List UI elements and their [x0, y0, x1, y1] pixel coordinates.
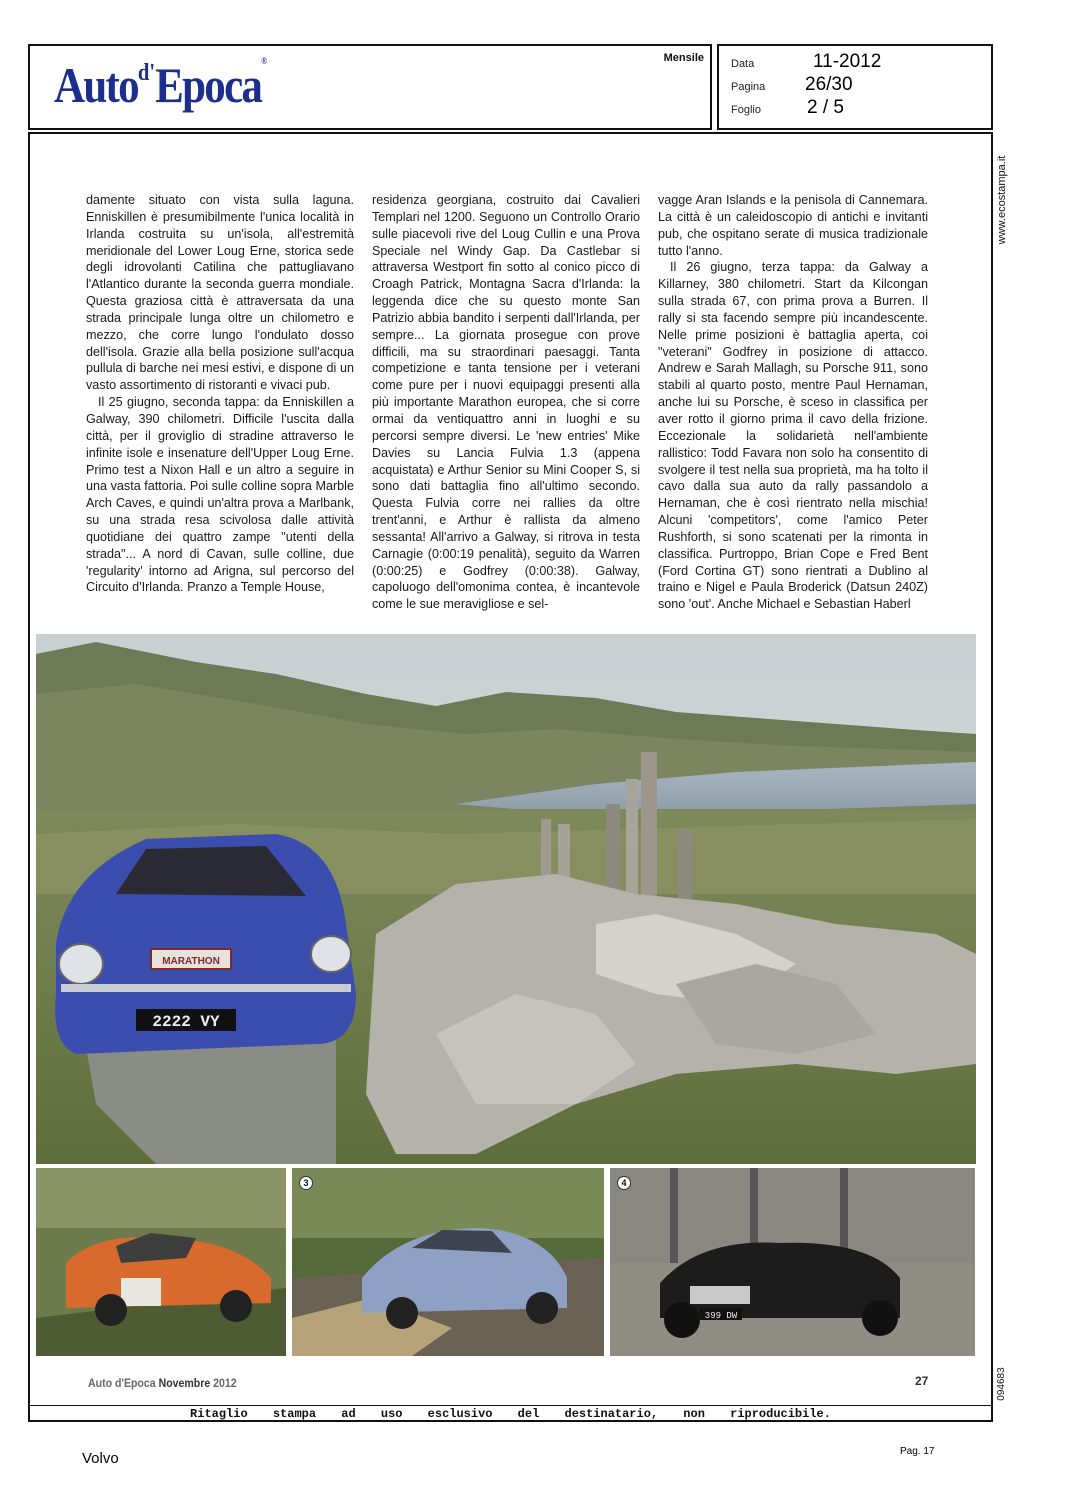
data-row: [731, 51, 981, 75]
side-url: www.ecostampa.it: [996, 155, 1008, 245]
pagina-label: Pagina: [731, 81, 766, 93]
pagina-row: [731, 74, 981, 98]
frequency-label: Mensile: [663, 52, 704, 64]
magazine-footer: Auto d'Epoca Novembre 2012: [88, 1376, 237, 1390]
paragraph: vagge Aran Islands e la penisola di Cannemara. La città è un caleidoscopio di antichi e invitanti pub, che ospitano serate di musica tradizionale tutto l'anno.: [658, 193, 928, 258]
client-name: Volvo: [82, 1450, 119, 1467]
paragraph: residenza georgiana, costruito dai Cavalieri Templari nel 1200. Seguono un Controllo Orario sulle piacevoli rive del Loug Cullin e una Prova Speciale nel Windy Gap. Da Castlebar si attraversa Westport fin sotto al conico picco di Croagh Patrick, Montagna Sacra d'Irlanda: la leggenda dice che su questo monte San Patrizio abbia bandito i serpenti dall'Irlanda, per sempre... La giornata prosegue con prove difficili, ma su straordinari paesaggi. Tanta competizione e tanta tensione per i veterani come pure per i nuovi equipaggi presenti alla più importante Marathon europea, che si corre ormai da ventiquattro anni in luoghi e su percorsi sempre diversi. Le 'new entries' Mike Davies su Lancia Fulvia 1.3 (appena acquistata) e Arthur Senior su Mini Cooper S, si sono dati battaglia fino all'ultimo secondo. Questa Fulvia corre nei rallies da oltre trent'anni, e Arthur è rallista da almeno sessanta! All'arrivo a Galway, si ritrova in testa Carnagie (0:00:19 penalità), seguito da Warren (0:00:25) e Godfrey (0:00:38). Galway, capoluogo dell'omonima contea, è incantevole come le sue meravigliose e sel-: [372, 193, 640, 612]
article-column-3: [658, 192, 928, 613]
photo-austin-healey: [610, 1168, 975, 1356]
photo-orange-lotus: [36, 1168, 286, 1356]
article-column-2: [372, 192, 640, 613]
magazine-page-number: 27: [915, 1374, 929, 1388]
foglio-label: Foglio: [731, 104, 761, 116]
license-plate-text: 2222 VY: [152, 1013, 220, 1031]
article-column-1: [86, 192, 354, 596]
issue-info-box: [717, 44, 993, 130]
photo-blue-coupe: [292, 1168, 604, 1356]
masthead-box: [28, 44, 712, 130]
photo-number-badge: 3: [299, 1176, 313, 1190]
photo-number-badge: 4: [617, 1176, 631, 1190]
document-page-number: Pag. 17: [900, 1446, 935, 1457]
clipping-disclaimer: Ritaglio stampa ad uso esclusivo del destinatario, non riproducibile.: [30, 1405, 991, 1421]
data-label: Data: [731, 58, 755, 70]
magazine-logo: Auto$^{d'}$Epoca®: [54, 56, 268, 113]
foglio-row: [731, 97, 981, 121]
data-value: 11-2012: [813, 51, 882, 72]
license-plate-text: 399 DW: [704, 1311, 738, 1321]
foglio-value: 2 / 5: [807, 97, 844, 118]
paragraph: damente situato con vista sulla laguna. Enniskillen è presumibilmente l'unica località in Irlanda costruita su un'isola, all'estremità meridionale del Lower Loug Erne, storica sede degli idrovolanti Catilina che pattugliavano l'Atlantico durante la seconda guerra mondiale. Questa graziosa città è attraversata da una strada principale lunga oltre un chilometro e mezzo, che corre lungo l'ondulato dosso dell'isola. Grazie alla bella posizione sull'acqua pullula di barche nei mesi estivi, e dispone di un vasto assortimento di ristoranti e vivaci pub.: [86, 193, 354, 393]
paragraph: Il 26 giugno, terza tappa: da Galway a Killarney, 380 chilometri. Start da Kilcongan sulla strada 67, con prima prova a Burren. Il rally si sta facendo sempre più incandescente. Nelle prime posizioni è battaglia aperta, coi "veterani" Godfrey in posizione di attacco. Andrew e Sarah Mallagh, su Porsche 911, sono stabili al quarto posto, mentre Paul Hernaman, anche lui su Porsche, è sceso in classifica per aver rotto il giorno prima il cavo della frizione. Eccezionale la solidarietà nell'ambiente rallistico: Todd Favara non solo ha consentito di svolgere il test nella sua proprietà, ma ha tolto il cavo dalla sua auto da rally passandolo a Hernaman, che è così rientrato nella mischia! Alcuni 'competitors', come l'amico Peter Rushforth, si sono scatenati per la rimonta in classifica. Purtroppo, Brian Cope e Fred Bent (Ford Cortina GT) sono rientrati a Dublino al traino e Nigel e Paula Broderick (Datsun 240Z) sono 'out'. Anche Michael e Sebastian Haberl: [658, 260, 928, 612]
paragraph: Il 25 giugno, seconda tappa: da Enniskillen a Galway, 390 chilometri. Difficile l'uscita dalla città, per il groviglio di stradine attraverso le infinite isole e insenature dell'Upper Loug Erne. Primo test a Nixon Hall e un altro a seguire in una vasta fattoria. Poi sulle colline sopra Marble Arch Caves, e quindi un'altra prova a Marlbank, su una strada resa scivolosa dalle attività quotidiane dei quattro zampe "utenti della strada"... A nord di Cavan, sulle colline, due 'regularity' intorno ad Arigna, sul percorso del Circuito d'Irlanda. Pranzo a Temple House,: [86, 395, 354, 595]
main-photo-porsche-landscape: [36, 634, 976, 1164]
rally-plaque-text: MARATHON: [162, 956, 220, 967]
pagina-value: 26/30: [805, 74, 853, 95]
side-code: 094683: [996, 1367, 1007, 1401]
